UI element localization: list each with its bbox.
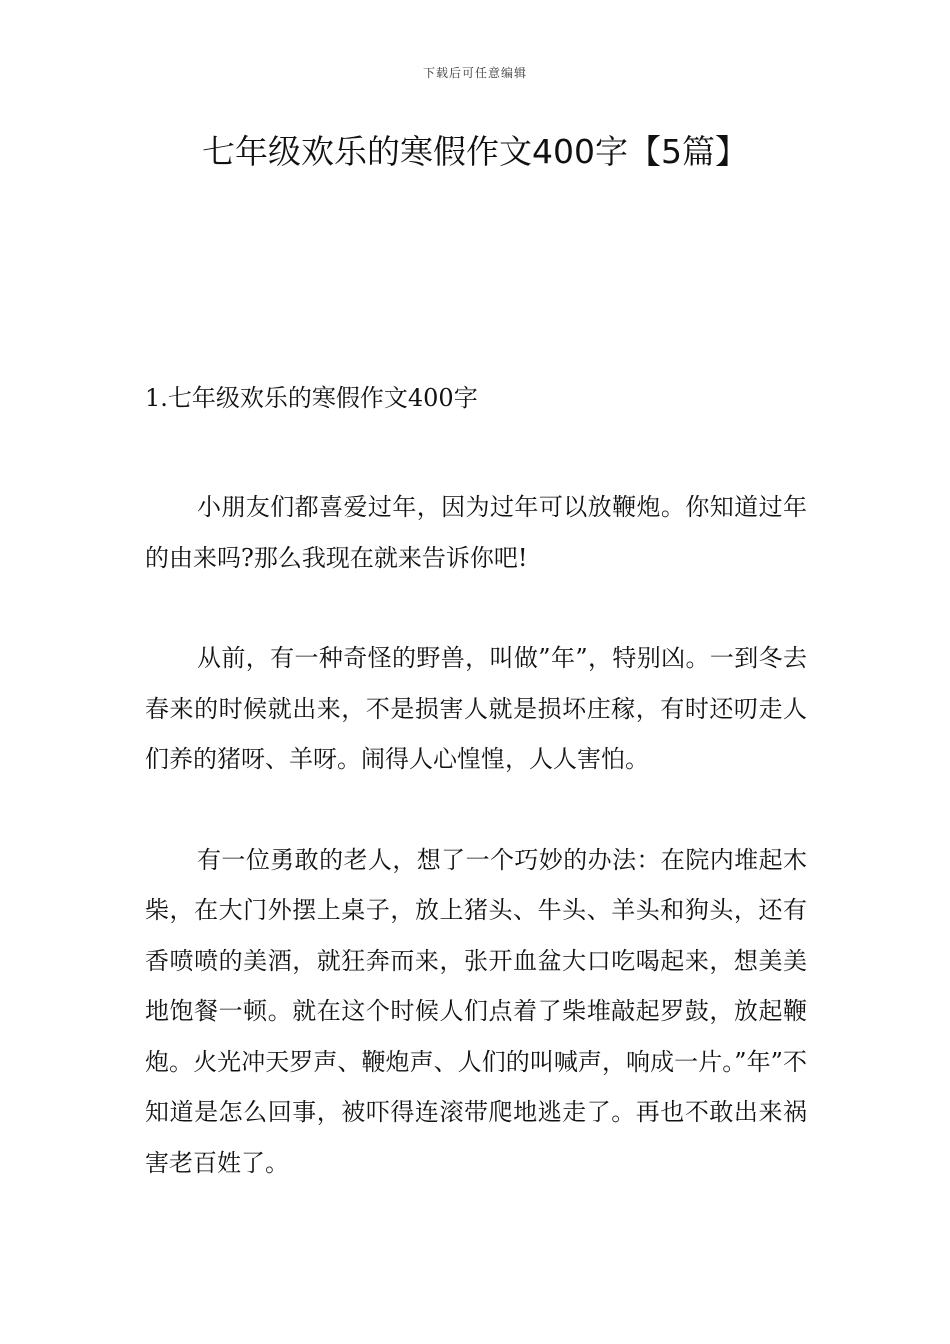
document-body	[145, 378, 807, 1238]
paragraph: 有一位勇敢的老人，想了一个巧妙的办法：在院内堆起木柴，在大门外摆上桌子，放上猪头、牛头、羊头和狗头，还有香喷喷的美酒，就狂奔而来，张开血盆大口吃喝起来，想美美地饱餐一顿。就在这个时候人们点着了柴堆敲起罗鼓，放起鞭炮。火光冲天罗声、鞭炮声、人们的叫喊声，响成一片。”年”不知道是怎么回事，被吓得连滚带爬地逃走了。再也不敢出来祸害老百姓了。	[145, 845, 807, 1177]
document-title: 七年级欢乐的寒假作文400字【5篇】	[202, 132, 748, 171]
paragraph: 从前，有一种奇怪的野兽，叫做”年”，特别凶。一到冬去春来的时候就出来，不是损害人就是损坏庄稼，有时还叨走人们养的猪呀、羊呀。闹得人心惶惶，人人害怕。	[145, 644, 807, 773]
header-note: 下载后可任意编辑	[422, 66, 527, 80]
paragraph: 小朋友们都喜爱过年，因为过年可以放鞭炮。你知道过年的由来吗?那么我现在就来告诉你吧!	[145, 493, 807, 572]
section-heading: 1.七年级欢乐的寒假作文400字	[145, 384, 478, 412]
